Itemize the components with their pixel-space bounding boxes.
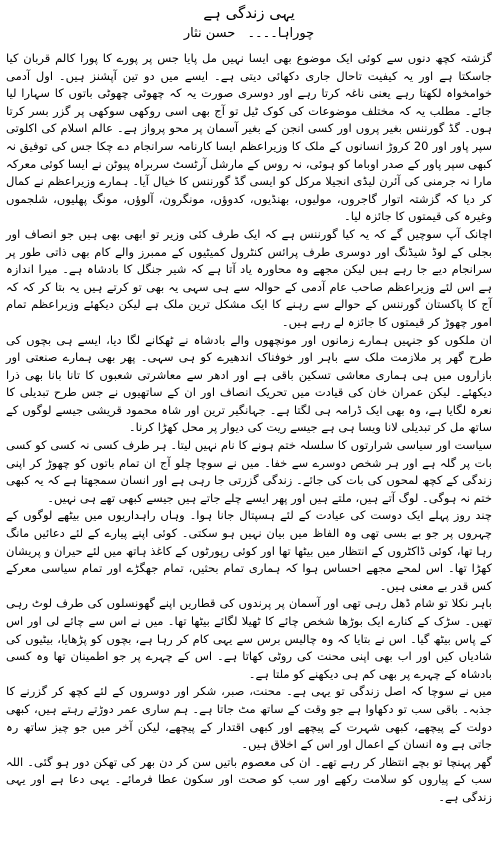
author-name: حسن نثار <box>183 26 236 41</box>
paragraph: باہر نکلا تو شام ڈھل رہی تھی اور آسمان پر پرندوں کی قطاریں اپنے گھونسلوں کی طرف لوٹ رہی تھیں۔ سڑک کے کنارے ایک بوڑھا شخص چائے کا ٹھیلا لگائے بیٹھا تھا۔ میں نے اس سے چائے لی اور اس کے پاس بیٹھ گیا۔ اس نے بتایا کہ وہ چالیس برس سے یہی کام کر رہا ہے، بچوں کو پڑھایا، بیٹیوں کی شادیاں کیں اور اب بھی اپنی محنت کی روٹی کھاتا ہے۔ اس کے چہرے پر جو اطمینان تھا وہ کسی بادشاہ کے چہرے پر بھی کم ہی دیکھنے کو ملتا ہے۔ <box>6 596 492 681</box>
paragraph: چند روز پہلے ایک دوست کی عیادت کے لئے ہسپتال جانا ہوا۔ وہاں راہداریوں میں بیٹھے لوگوں کے چہروں پر جو بے بسی تھی وہ الفاظ میں بیان نہیں ہو سکتی۔ کوئی اپنے پیارے کے لئے دعائیں مانگ رہا تھا، کوئی ڈاکٹروں کے انتظار میں بیٹھا تھا اور کوئی رپورٹوں کے کاغذ ہاتھ میں لئے حیران و پریشان کھڑا تھا۔ اس لمحے مجھے احساس ہوا کہ ہماری تمام بحثیں، تمام جھگڑے اور تمام سیاسی معرکے کس قدر بے معنی ہیں۔ <box>6 508 492 593</box>
column-name: چوراہا۔۔۔۔ <box>247 26 315 41</box>
paragraph: میں نے سوچا کہ اصل زندگی تو یہی ہے۔ محنت، صبر، شکر اور دوسروں کے لئے کچھ کر گزرنے کا جذبہ۔ باقی سب تو دکھاوا ہے جو وقت کے ساتھ مٹ جاتا ہے۔ ہم ساری عمر دوڑتے رہتے ہیں، کبھی دولت کے پیچھے، کبھی شہرت کے پیچھے اور کبھی اقتدار کے پیچھے، لیکن آخر میں جو چیز ساتھ رہ جاتی ہے وہ انسان کے اعمال اور اس کے اخلاق ہیں۔ <box>6 684 492 752</box>
article-body <box>6 50 492 855</box>
paragraph: سیاست اور سیاسی شرارتوں کا سلسلہ ختم ہونے کا نام نہیں لیتا۔ ہر طرف کسی نہ کسی کو کسی بات پر گلہ ہے اور ہر شخص دوسرے سے خفا۔ میں نے سوچا چلو آج ان تمام باتوں کو چھوڑ کر اپنی زندگی کے کچھ لمحوں کی بات کی جائے۔ زندگی گزرتی جا رہی ہے اور انسان سمجھتا ہے کہ یہ کبھی ختم نہ ہوگی۔ لوگ آتے ہیں، ملتے ہیں اور پھر ایسے چلے جاتے ہیں جیسے کبھی تھے ہی نہیں۔ <box>6 438 492 505</box>
column-header <box>0 0 498 42</box>
paragraph: اچانک آپ سوچیں گے کہ یہ کیا گورننس ہے کہ ایک طرف کئی وزیر تو ابھی بھی ہیں جو انصاف اور بجلی کے لوڈ شیڈنگ اور دوسری طرف پرائس کنٹرول کمیٹیوں کے ممبرز والے کام بھی ذاتی طور پر سرانجام دیے جا رہے ہیں لیکن مجھے وہ محاورہ یاد آتا ہے کہ شیر جنگل کا بادشاہ ہے۔ میرا اندازہ ہے اس لئے وزیراعظم صاحب عام آدمی کے حوالہ سے ہی سہی یہ بھی تو کرتے ہیں یہ بتا کر کہ کہ آج کا پاکستان گورننس کے حوالے سے رہنے کا ایک مشکل ترین ملک ہے لیکن دیکھئے وزیراعظم تمام امور چھوڑ کر قیمتوں کا جائزہ لے رہے ہیں۔ <box>6 226 492 329</box>
paragraph: ان ملکوں کو جنہیں ہمارے زمانوں اور مونچھوں والے بادشاہ نے ٹھکانے لگا دیا، ایسے ہی بچوں کی طرح گھر پر ملازمت ملک سے باہر اور خوفناک اندھیرے کو ہی سہی۔ پھر بھی ہمارے صنعتی اور بازاروں میں ہی ہماری معاشی تسکین باقی ہے اور ادھر سے معاشرتی شعبوں کا تانا بانا بھی ذرا دیکھئے۔ لیکن عمران خان کی قیادت میں تحریک انصاف اور ان کے ساتھیوں نے جس طرح تبدیلی کا نعرہ لگایا ہے، وہ بھی ایک ڈرامہ ہی لگتا ہے۔ جہانگیر ترین اور شاہ محمود قریشی جیسے لوگوں کے ساتھ مل کر تبدیلی لانا ویسا ہی ہے جیسے ریت کی دیوار پر محل کھڑا کرنا۔ <box>6 332 492 435</box>
column-title: یہی زندگی ہے <box>203 4 295 22</box>
paragraph: گھر پہنچا تو بچے انتظار کر رہے تھے۔ ان کی معصوم باتیں سن کر دن بھر کی تھکن دور ہو گئی۔ اللہ سب کے پیاروں کو سلامت رکھے اور سب کو صحت اور سکون عطا فرمائے۔ یہی دعا ہے اور یہی زندگی ہے۔ <box>6 754 492 804</box>
byline <box>0 26 498 42</box>
paragraph: گزشتہ کچھ دنوں سے کوئی ایک موضوع بھی ایسا نہیں مل پایا جس پر پورے کا پورا کالم قربان کیا جاسکتا ہے اور یہ کیفیت تاحال جاری دکھائی دیتی ہے۔ ایسے میں دو تین آپشنز ہیں۔ اول آدمی خوامخواہ لکھتا رہے یعنی ناغہ کرتا رہے اور دوسری صورت یہ کہ چھوٹی چھوٹی باتوں کا سہارا لیا جائے۔ مطلب یہ کہ مختلف موضوعات کی کوک ٹیل تو آج بھی اسی روکھی سوکھی پر گزر بسر کرتا ہوں۔ گڈ گورننس بغیر پروں اور کسی انجن کے بغیر آسمان پر محو پرواز ہے۔ عالم اسلام کی اکلوتی سپر پاور اور 20 کروڑ انسانوں کے ملک کا وزیراعظم ایسا کارنامہ سرانجام دے چکا جس کی توفیق نہ کبھی سپر پاور کے صدر اوباما کو ہوئی، نہ روس کے مارشل آرٹسٹ سربراہ پیوٹن نے ایسا کوئی معرکہ مارا نہ جرمنی کی آئرن لیڈی انجیلا مرکل کو ایسی گڈ گورننس کا خیال آیا۔ ہمارے وزیراعظم نے کمال کر دیا کہ گزشتہ اتوار گاجروں، مولیوں، بھنڈیوں، کدوؤں، مونگرون، آلوؤں، مونگ پھلیوں، شلجموں وغیرہ کی قیمتوں کا جائزہ لیا۔ <box>6 51 493 224</box>
